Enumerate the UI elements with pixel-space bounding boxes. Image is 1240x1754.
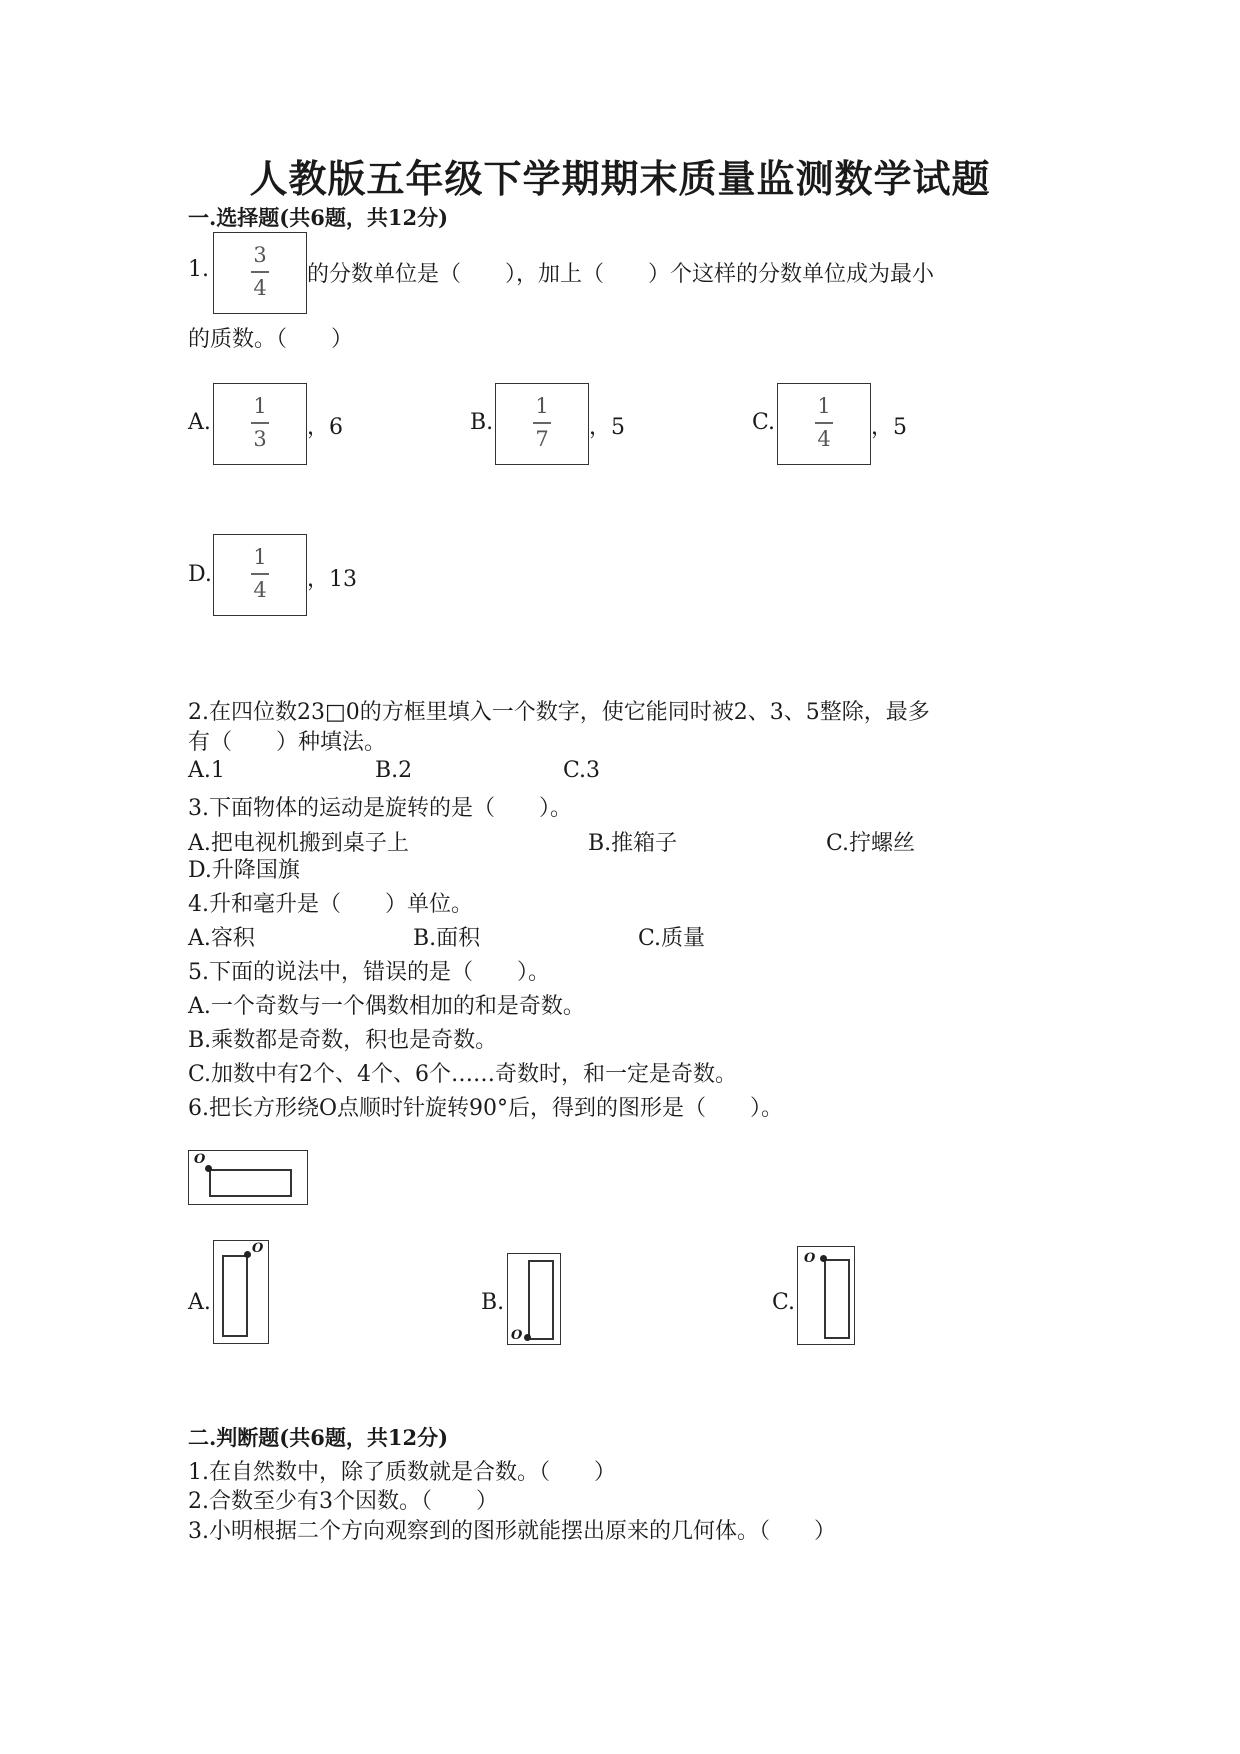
q5-option-a: A.一个奇数与一个偶数相加的和是奇数。 [188,994,585,1019]
q5-option-c: C.加数中有2个、4个、6个……奇数时，和一定是奇数。 [188,1062,738,1087]
q1-option-d-label: D. [188,562,212,587]
section-heading-choice: 一.选择题(共6题，共12分) [188,205,449,230]
rotation-point [820,1255,827,1262]
q2-option-b: B.2 [375,758,413,783]
judgment-item-1: 1.在自然数中，除了质数就是合数。（ ） [188,1460,616,1485]
q1-option-d-tail: ，13 [307,567,357,592]
point-o-label: O [252,1241,264,1256]
rotation-point [524,1334,531,1341]
q6-option-b-figure [507,1253,561,1345]
judgment-item-3: 3.小明根据二个方向观察到的图形就能摆出原来的几何体。（ ） [188,1519,836,1544]
q1-option-c-tail: ，5 [871,415,907,440]
fraction-numerator: 1 [253,545,267,569]
q2-text-line2: 有（ ）种填法。 [188,730,387,755]
fraction-numerator: 3 [253,243,267,267]
q4-option-c: C.质量 [638,926,706,951]
fraction-denominator: 4 [253,275,267,300]
rectangle-shape [528,1260,554,1340]
q1-option-b-fraction [495,383,589,465]
q6-option-c-label: C. [772,1290,796,1315]
page-title: 人教版五年级下学期期末质量监测数学试题 [249,156,991,201]
q2-text-line1: 2.在四位数23□0的方框里填入一个数字，使它能同时被2、3、5整除，最多 [188,700,930,725]
q1-option-a-tail: ，6 [307,415,343,440]
rectangle-shape [222,1255,248,1337]
q1-option-c-fraction [777,383,871,465]
q3-option-d: D.升降国旗 [188,858,300,883]
q5-option-b: B.乘数都是奇数，积也是奇数。 [188,1028,498,1053]
q6-option-c-figure [797,1246,855,1345]
fraction-denominator: 7 [535,426,549,451]
q1-fraction-box [213,232,307,314]
fraction-numerator: 1 [253,394,267,418]
q1-option-d-fraction [213,534,307,616]
fraction-denominator: 4 [817,426,831,451]
q3-option-a: A.把电视机搬到桌子上 [188,831,409,856]
q3-option-c: C.拧螺丝 [826,831,916,856]
q3-option-b: B.推箱子 [588,831,678,856]
q1-number: 1. [188,257,209,282]
q6-text: 6.把长方形绕O点顺时针旋转90°后，得到的图形是（ ）。 [188,1096,784,1121]
section-heading-judgment: 二.判断题(共6题，共12分) [188,1425,449,1450]
q6-option-b-label: B. [481,1290,505,1315]
q3-text: 3.下面物体的运动是旋转的是（ ）。 [188,796,572,821]
fraction-denominator: 4 [253,577,267,602]
point-o-label: O [511,1328,523,1343]
fraction-numerator: 1 [535,394,549,418]
rectangle-shape [209,1169,292,1197]
q2-option-c: C.3 [563,758,601,783]
q1-option-c-label: C. [752,410,776,435]
q6-option-a-figure [213,1240,269,1344]
q2-option-a: A.1 [188,758,225,783]
point-o-label: O [194,1152,206,1167]
rectangle-shape [824,1259,850,1339]
q1-option-b-tail: ，5 [589,415,625,440]
q4-text: 4.升和毫升是（ ）单位。 [188,892,473,917]
rotation-point [244,1251,251,1258]
point-o-label: O [804,1251,816,1266]
q1-option-a-fraction [213,383,307,465]
fraction-numerator: 1 [817,394,831,418]
rotation-point [205,1165,212,1172]
q1-text-line2: 的质数。（ ） [188,327,354,352]
q1-text: 的分数单位是（ ），加上（ ）个这样的分数单位成为最小 [307,262,935,287]
judgment-item-2: 2.合数至少有3个因数。（ ） [188,1489,498,1514]
q5-text: 5.下面的说法中，错误的是（ ）。 [188,960,550,985]
q1-option-b-label: B. [470,410,494,435]
fraction-denominator: 3 [253,426,267,451]
q1-option-a-label: A. [188,410,211,435]
q4-option-a: A.容积 [188,926,255,951]
q4-option-b: B.面积 [413,926,481,951]
q6-option-a-label: A. [188,1290,211,1315]
q6-original-rectangle-figure [188,1150,308,1205]
